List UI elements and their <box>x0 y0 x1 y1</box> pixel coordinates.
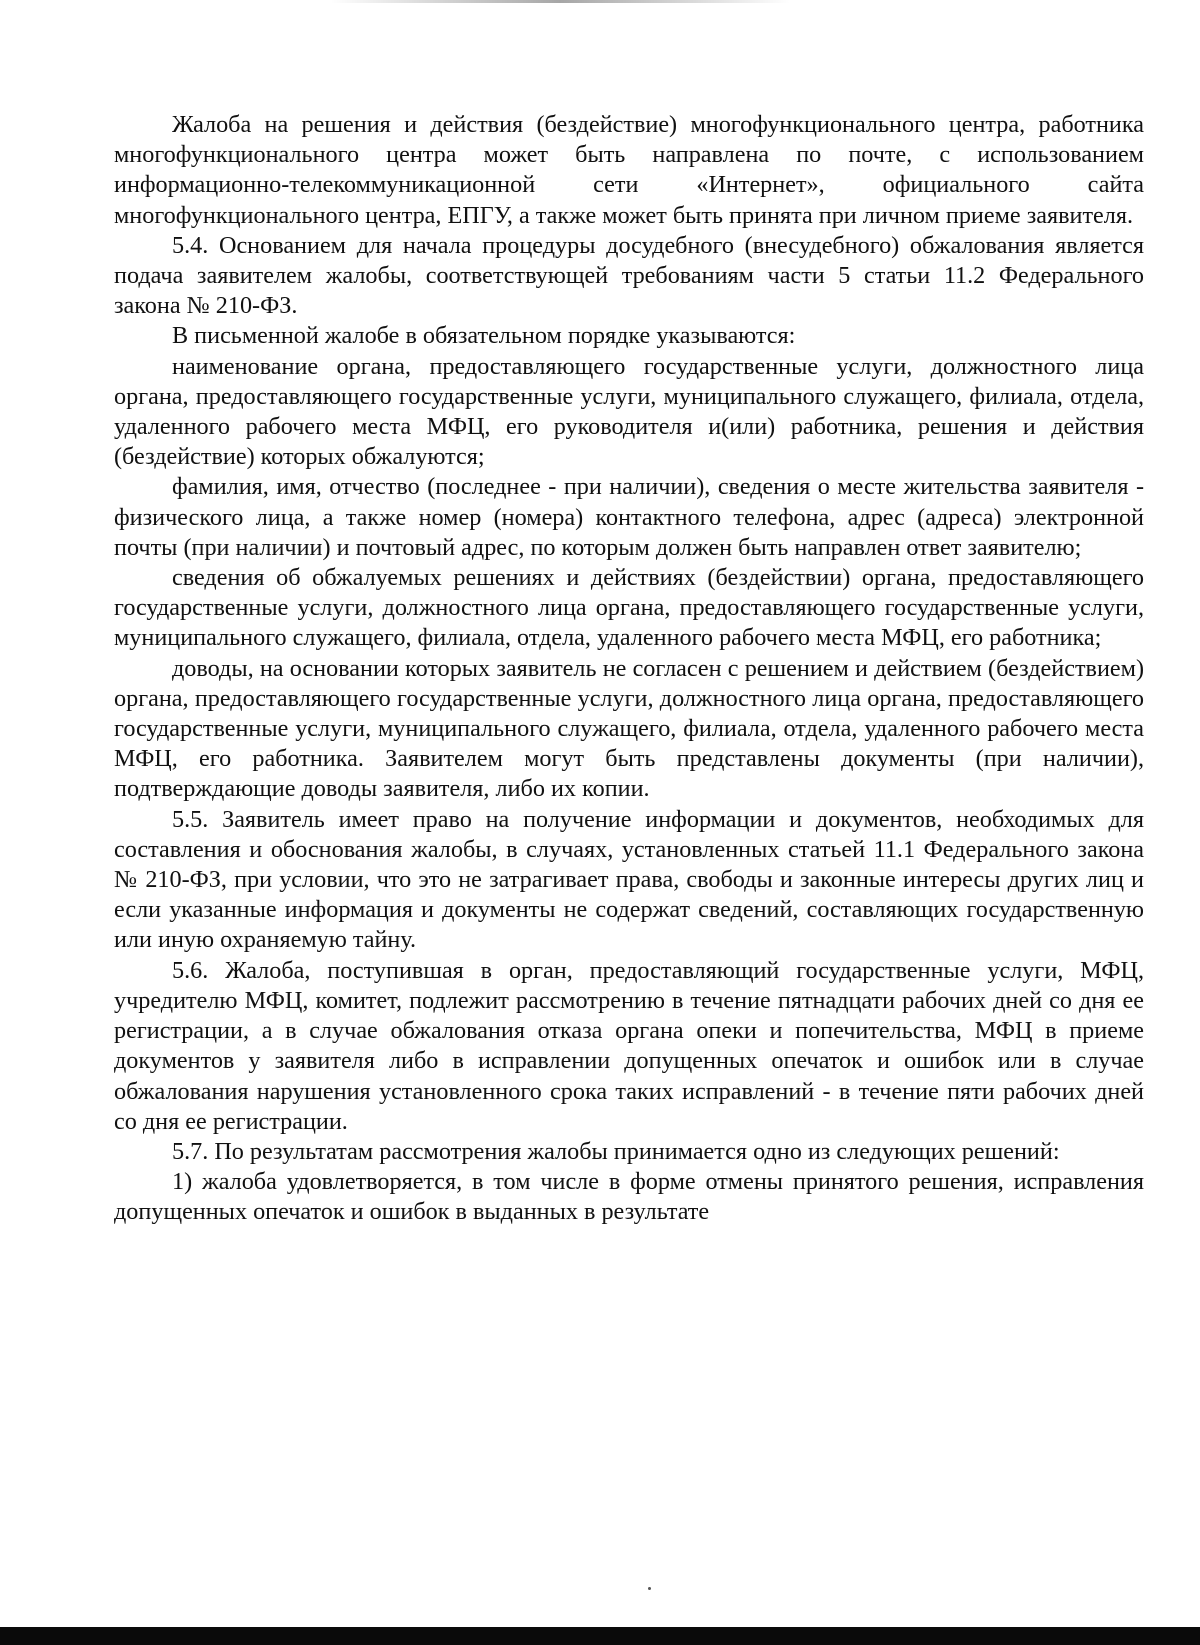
paragraph-required-fields-intro: В письменной жалобе в обязательном порядке указываются: <box>172 322 796 350</box>
paragraph-5-5: 5.5. Заявитель имеет право на получение информации и документов, необходимых для составления и обоснования жалобы, в случаях, установленных статьей 11.1 Федерального закона № 210-ФЗ, при условии, что это не затрагивает права, свободы и законные интересы других лиц и если указанные информация и документы не содержат сведений, составляющих государственную или иную охраняемую тайну. <box>114 805 1144 954</box>
paragraph-appealed-decisions: сведения об обжалуемых решениях и действиях (бездействии) органа, предоставляющего государственные услуги, должностного лица органа, предоставляющего государственные услуги, муниципального служащего, филиала, отдела, удаленного рабочего места МФЦ, его работника; <box>114 564 1144 652</box>
document-body <box>114 110 1144 1228</box>
paragraph-5-4: 5.4. Основанием для начала процедуры досудебного (внесудебного) обжалования является подача заявителем жалобы, соответствующей требованиям части 5 статьи 11.2 Федерального закона № 210-ФЗ. <box>114 231 1144 320</box>
paragraph-decision-1: 1) жалоба удовлетворяется, в том числе в форме отмены принятого решения, исправления допущенных опечаток и ошибок в выданных в результате <box>114 1168 1144 1226</box>
paragraph-complaint-channels: Жалоба на решения и действия (бездействие) многофункционального центра, работника многофункционального центра может быть направлена по почте, с использованием информационно-телекоммуникационной сети «Интернет», официального сайта многофункционального центра, ЕПГУ, а также может быть принята при личном приеме заявителя. <box>114 111 1144 229</box>
scan-bottom-border <box>0 1627 1200 1645</box>
paragraph-arguments: доводы, на основании которых заявитель не согласен с решением и действием (бездействием) органа, предоставляющего государственные услуги, должностного лица органа, предоставляющего государственные услуги, муниципального служащего, филиала, отдела, удаленного рабочего места МФЦ, его работника. Заявителем могут быть представлены документы (при наличии), подтверждающие доводы заявителя, либо их копии. <box>114 654 1144 803</box>
paragraph-5-7: 5.7. По результатам рассмотрения жалобы принимается одно из следующих решений: <box>172 1137 1060 1165</box>
paragraph-applicant-details: фамилия, имя, отчество (последнее - при наличии), сведения о месте жительства заявителя - физического лица, а также номер (номера) контактного телефона, адрес (адреса) электронной почты (при наличии) и почтовый адрес, по которым должен быть направлен ответ заявителю; <box>114 473 1144 561</box>
scan-edge-shadow <box>330 0 790 3</box>
paragraph-5-6: 5.6. Жалоба, поступившая в орган, предоставляющий государственные услуги, МФЦ, учредителю МФЦ, комитет, подлежит рассмотрению в течение пятнадцати рабочих дней со дня ее регистрации, а в случае обжалования отказа органа опеки и попечительства, МФЦ в приеме документов у заявителя либо в исправлении допущенных опечаток и ошибок или в случае обжалования нарушения установленного срока таких исправлений - в течение пяти рабочих дней со дня ее регистрации. <box>114 956 1144 1135</box>
scan-speck <box>648 1587 651 1590</box>
paragraph-organ-name: наименование органа, предоставляющего государственные услуги, должностного лица органа, предоставляющего государственные услуги, муниципального служащего, филиала, отдела, удаленного рабочего места МФЦ, его руководителя и(или) работника, решения и действия (бездействие) которых обжалуются; <box>114 352 1144 471</box>
